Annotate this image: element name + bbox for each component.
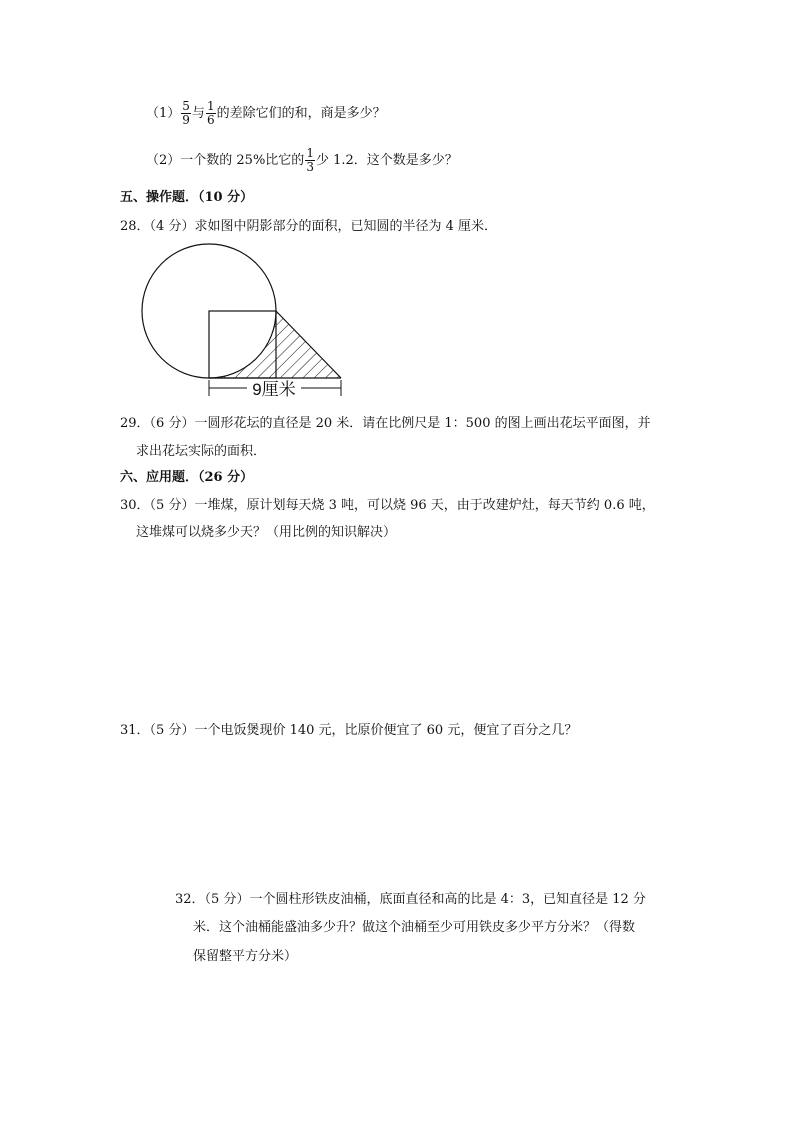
fraction-1-6: $\frac{1}{6}$ [206,99,215,127]
question-30-line-2: 这堆煤可以烧多少天？（用比例的知识解决） [136,525,397,540]
question-29-line-1: 29．（6 分）一圆形花坛的直径是 20 米．请在比例尺是 1：500 的图上画出花坛平面图，并 [120,416,651,431]
question-32-line-2: 米．这个油桶能盛油多少升？做这个油桶至少可用铁皮多少平方分米？（得数 [193,920,636,935]
fraction-1-3: $\frac{1}{3}$ [306,146,314,174]
question-30-line-1: 30．（5 分）一堆煤，原计划每天烧 3 吨，可以烧 96 天，由于改建炉灶，每天节约 0.6 吨， [120,498,655,513]
q27-1-prefix: （1） [146,106,181,121]
q28-figure [135,240,350,405]
dimension-label: 9厘米 [252,380,296,399]
question-27-1: （1） $\frac{5}{9}$ 与 $\frac{1}{6}$ 的差除它们的和，商是多少？ [146,99,386,127]
question-27-2: （2）一个数的 25%比它的 $\frac{1}{3}$ 少 1.2．这个数是多少？ [146,146,458,174]
question-31: 31．（5 分）一个电饭煲现价 140 元，比原价便宜了 60 元，便宜了百分之几？ [120,723,578,738]
question-32-line-1: 32．（5 分）一个圆柱形铁皮油桶，底面直径和高的比是 4：3，已知直径是 12 分 [175,892,646,907]
fraction-5-9: $\frac{5}{9}$ [182,99,190,127]
question-28: 28．（4 分）求如图中阴影部分的面积，已知圆的半径为 4 厘米． [120,219,497,234]
section-5-heading: 五、操作题．（10 分） [120,190,254,205]
question-29-line-2: 求出花坛实际的面积． [136,444,267,459]
section-6-heading: 六、应用题．（26 分） [120,470,254,485]
question-32-line-3: 保留整平方分米） [193,949,298,964]
